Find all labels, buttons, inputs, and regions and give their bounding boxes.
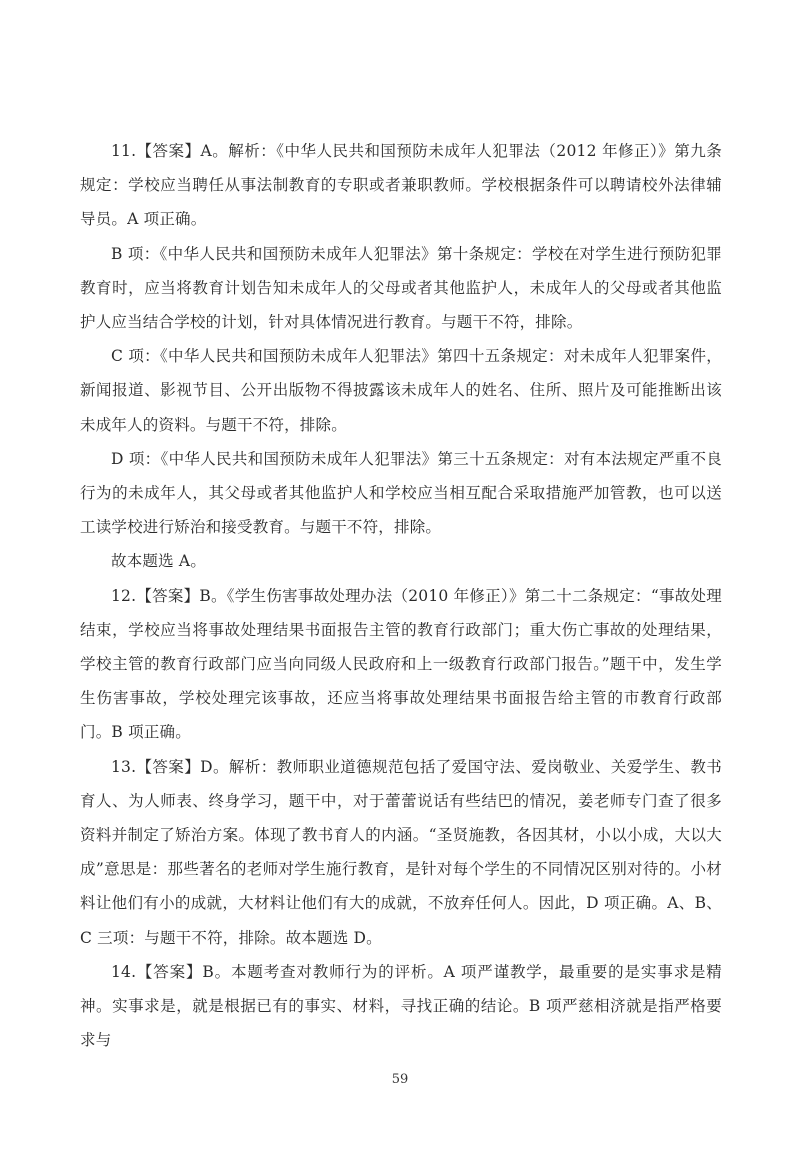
paragraph-q11-conclusion: 故本题选 A。 — [111, 552, 207, 571]
paragraph-q12-answer: 12.【答案】B。《学生伤害事故处理办法（2010 年修正）》第二十二条规定：“事故处理结束，学校应当将事故处理结果书面报告主管的教育行政部门；重大伤亡事故的处理结果，学校主管的教育行政部门应当向同级人民政府和上一级教育行政部门报告。”题干中，发生学生伤害事故，学校处理完该事故，还应当将事故处理结果书面报告给主管的市教育行政部门。B 项正确。 — [80, 586, 722, 742]
paragraph-q13-answer: 13.【答案】D。解析：教师职业道德规范包括了爱国守法、爱岗敬业、关爱学生、教书育人、为人师表、终身学习，题干中，对于蕾蕾说话有些结巴的情况，姜老师专门查了很多资料并制定了矫治方案。体现了教书育人的内涵。“圣贤施教，各因其材，小以小成，大以大成”意思是：那些著名的老师对学生施行教育，是针对每个学生的不同情况区别对待的。小材料让他们有小的成就，大材料让他们有大的成就，不放弃任何人。因此，D 项正确。A、B、C 三项：与题干不符，排除。故本题选 D。 — [80, 757, 722, 947]
paragraph-q11-option-b: B 项：《中华人民共和国预防未成年人犯罪法》第十条规定：学校在对学生进行预防犯罪教育时，应当将教育计划告知未成年人的父母或者其他监护人，未成年人的父母或者其他监护人应当结合学校的计划，针对具体情况进行教育。与题干不符，排除。 — [80, 244, 722, 332]
paragraph-q11-option-c: C 项：《中华人民共和国预防未成年人犯罪法》第四十五条规定：对未成年人犯罪案件，新闻报道、影视节目、公开出版物不得披露该未成年人的姓名、住所、照片及可能推断出该未成年人的资料。与题干不符，排除。 — [80, 347, 722, 434]
paragraph-q14-answer: 14.【答案】B。本题考查对教师行为的评析。A 项严谨教学，最重要的是实事求是精神。实事求是，就是根据已有的事实、材料，寻找正确的结论。B 项严慈相济就是指严格要求与 — [80, 962, 722, 1050]
paragraph-q11-option-d: D 项：《中华人民共和国预防未成年人犯罪法》第三十五条规定：对有本法规定严重不良行为的未成年人，其父母或者其他监护人和学校应当相互配合采取措施严加管教，也可以送工读学校进行矫治和接受教育。与题干不符，排除。 — [80, 449, 722, 537]
answer-explanations — [80, 134, 722, 1057]
paragraph-q11-answer: 11.【答案】A。解析：《中华人民共和国预防未成年人犯罪法（2012 年修正）》第九条规定：学校应当聘任从事法制教育的专职或者兼职教师。学校根据条件可以聘请校外法律辅导员。A 项正确。 — [80, 142, 722, 229]
page-number: 59 — [391, 1072, 409, 1087]
